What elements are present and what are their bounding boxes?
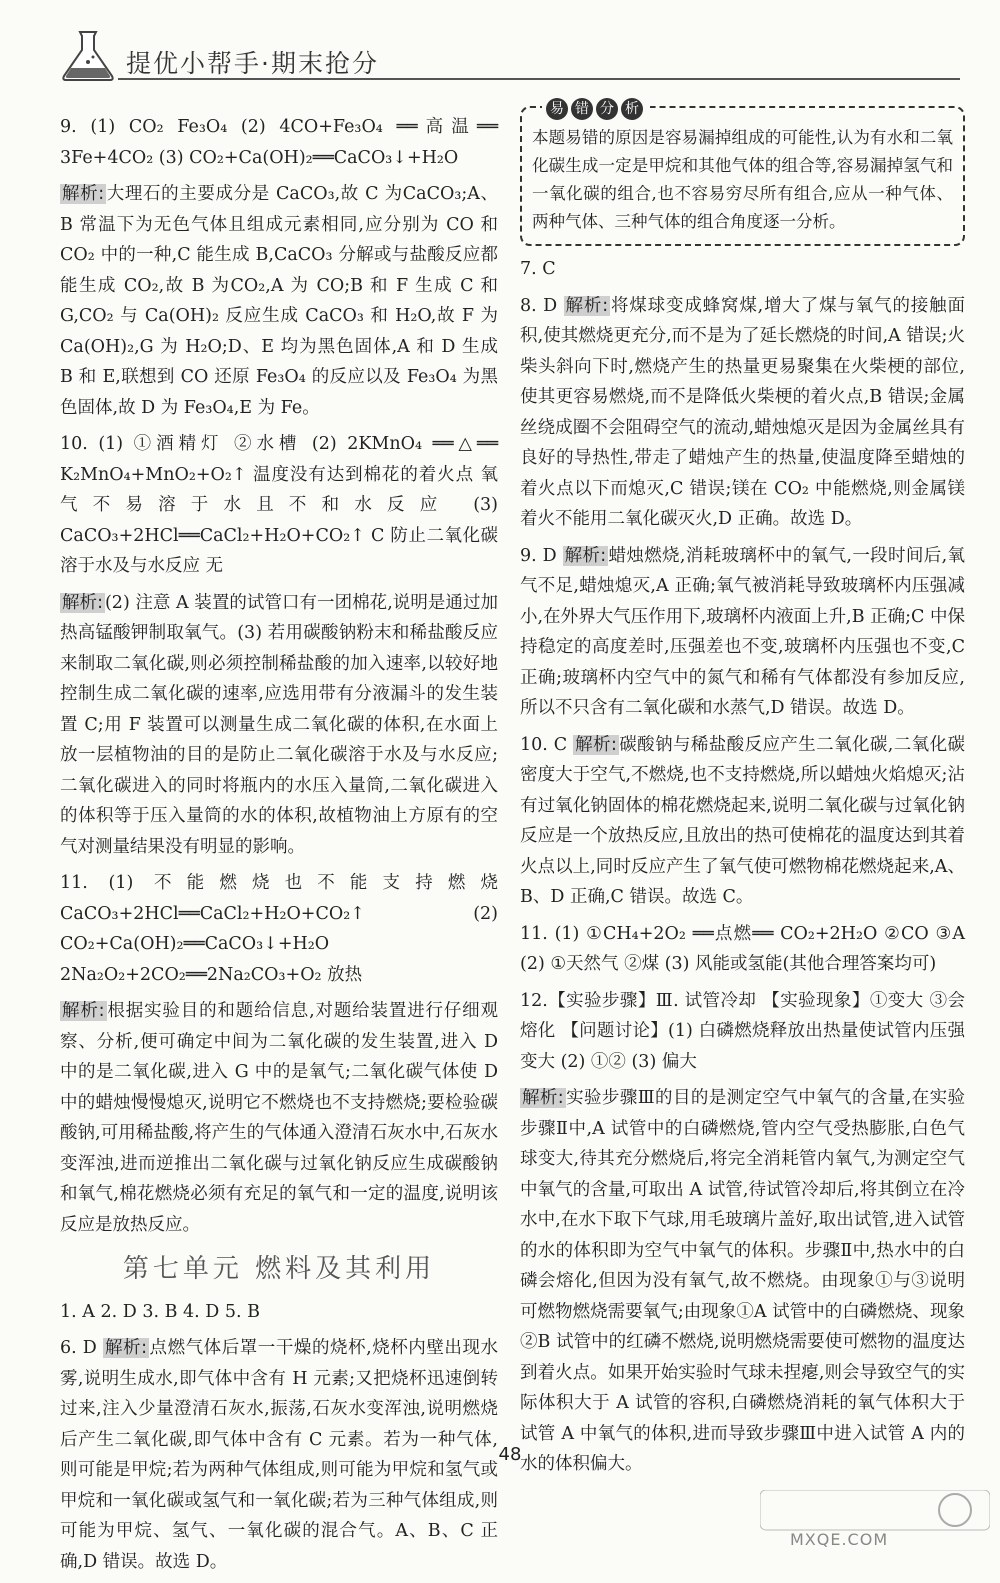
analysis-label: 解析:	[565, 295, 609, 316]
answer-9: 9. (1) CO₂ Fe₃O₄ (2) 4CO+Fe₃O₄ ══高温══ 3Fe+4CO₂ (3) CO₂+Ca(OH)₂══CaCO₃↓+H₂O	[60, 117, 498, 168]
analysis-label: 解析:	[62, 184, 105, 204]
analysis-9	[60, 179, 498, 423]
analysis-10-right	[520, 730, 965, 913]
answer-12: 12.【实验步骤】Ⅲ. 试管冷却 【实验现象】①变大 ③会熔化 【问题讨论】(1) 白磷燃烧释放出热量使试管内压强变大 (2) ①② (3) 偏大	[520, 990, 965, 1072]
error-analysis-box	[520, 101, 965, 246]
analysis-10	[60, 588, 498, 863]
answer-11-right: 11. (1) ①CH₄+2O₂ ══点燃══ CO₂+2H₂O ②CO ③A (2) ①天然气 ②煤 (3) 风能或氢能(其他合理答案均可)	[520, 923, 965, 974]
book-title: 提优小帮手·期末抢分	[126, 49, 379, 78]
label-char: 分	[596, 98, 618, 120]
analysis-6	[60, 1333, 498, 1577]
error-analysis-text: 本题易错的原因是容易漏掉组成的可能性,认为有水和二氧化碳生成一定是甲烷和其他气体的组合等,容易漏掉氢气和一氧化碳的组合,也不容易穷尽所有组合,应从一种气体、两种气体、三种气体的组合角度逐一分析。	[532, 128, 953, 231]
analysis-text: 点燃气体后罩一干燥的烧杯,烧杯内壁出现水雾,说明生成水,即气体中含有 H 元素;又把烧杯迅速倒转过来,注入少量澄清石灰水,振荡,石灰水变浑浊,说明燃烧后产生二氧化碳,即气体中含有 C 元素。若为一种气体,则可能是甲烷;若为两种气体组成,则可能为甲烷和氢气或甲烷和一氧化碳或氢气和一氧化碳;若为三种气体组成,则可能为甲烷、氢气、一氧化碳的混合气。A、B、C 正确,D 错误。故选 D。	[60, 1338, 498, 1572]
answer-10-right: 10. C	[520, 734, 568, 755]
header-rule	[118, 78, 960, 80]
analysis-text: 碳酸钠与稀盐酸反应产生二氧化碳,二氧化碳密度大于空气,不燃烧,也不支持燃烧,所以蜡烛火焰熄灭;沾有过氧化钠固体的棉花燃烧起来,说明二氧化碳与过氧化钠反应是一个放热反应,且放出的热可使棉花的温度达到其着火点以上,同时反应产生了氧气使可燃物棉花燃烧起来,A、B、D 正确,C 错误。故选 C。	[520, 734, 965, 907]
analysis-label: 解析:	[62, 592, 103, 613]
analysis-text: 蜡烛燃烧,消耗玻璃杯中的氧气,一段时间后,氧气不足,蜡烛熄灭,A 正确;氧气被消耗导致玻璃杯内压强减小,在外界大气压作用下,玻璃杯内液面上升,B 正确;C 中保持稳定的高度差时,压强差也不变,玻璃杯内压强也不变,C 正确;玻璃杯内空气中的氮气和稀有气体都没有参加反应,所以不只含有二氧化碳和水蒸气,D 错误。故选 D。	[520, 545, 965, 718]
analysis-label: 解析:	[62, 1001, 105, 1021]
label-char: 错	[571, 98, 593, 120]
answer-7: 7. C	[520, 259, 556, 279]
analysis-text: (2) 注意 A 装置的试管口有一团棉花,说明是通过加热高锰酸钾制取氧气。(3) 若用碳酸钠粉末和稀盐酸反应来制取二氧化碳,则必须控制稀盐酸的加入速率,以较好地控制生成二氧化碳的速率,应选用带有分液漏斗的发生装置 C;用 F 装置可以测量生成二氧化碳的体积,在水面上放一层植物油的目的是防止二氧化碳溶于水及与水反应;二氧化碳进入的同时将瓶内的水压入量筒,二氧化碳进入的体积等于压入量筒的水的体积,故植物油上方原有的空气对测量结果没有明显的影响。	[60, 592, 498, 857]
analysis-12	[520, 1083, 965, 1480]
flask-icon	[60, 30, 116, 82]
analysis-label: 解析:	[104, 1338, 147, 1358]
answer-8: 8. D	[520, 295, 558, 316]
label-char: 析	[621, 98, 643, 120]
answer-10: 10. (1) ①酒精灯 ②水槽 (2) 2KMnO₄ ══△══ K₂MnO₄+MnO₂+O₂↑ 温度没有达到棉花的着火点 氧气不易溶于水且不和水反应 (3) CaCO₃+2HCl══CaCl₂+H₂O+CO₂↑ C 防止二氧化碳溶于水及与水反应 无	[60, 434, 498, 576]
page-number: 48	[498, 1444, 522, 1465]
multiple-choice-answers: 1. A 2. D 3. B 4. D 5. B	[60, 1301, 260, 1322]
label-char: 易	[546, 98, 568, 120]
analysis-label: 解析:	[575, 734, 617, 755]
answer-9-right: 9. D	[520, 545, 557, 566]
watermark-text: MXQE.COM	[790, 1530, 889, 1549]
error-analysis-label	[542, 94, 650, 122]
unit-title: 第七单元 燃料及其利用	[122, 1254, 436, 1284]
right-column	[520, 96, 965, 1486]
analysis-11	[60, 996, 498, 1240]
analysis-8	[520, 291, 965, 535]
analysis-text: 将煤球变成蜂窝煤,增大了煤与氧气的接触面积,使其燃烧更充分,而不是为了延长燃烧的时间,A 错误;火柴头斜向下时,燃烧产生的热量更易聚集在火柴梗的部位,使其更容易燃烧,而不是降低火柴梗的着火点,B 错误;金属丝绕成圈不会阻碍空气的流动,蜡烛熄灭是因为金属丝具有良好的导热性,带走了蜡烛产生的热量,使温度降至蜡烛的着火点以下而熄灭,C 错误;镁在 CO₂ 中能燃烧,则金属镁着火不能用二氧化碳灭火,D 正确。故选 D。	[520, 295, 965, 529]
analysis-label: 解析:	[522, 1088, 564, 1108]
analysis-9-right	[520, 541, 965, 724]
analysis-text: 根据实验目的和题给信息,对题给装置进行仔细观察、分析,便可确定中间为二氧化碳的发生装置,进入 D 中的是二氧化碳,进入 G 中的是氧气;二氧化碳气体使 D 中的蜡烛慢慢熄灭,说明它不燃烧也不支持燃烧;要检验碳酸钠,可用稀盐酸,将产生的气体通入澄清石灰水中,石灰水变浑浊,进而逆推出二氧化碳与过氧化钠反应生成碳酸钠和氧气,棉花燃烧必须有充足的氧气和一定的温度,说明该反应是放热反应。	[60, 1001, 499, 1235]
page-header	[60, 30, 960, 86]
analysis-text: 实验步骤Ⅲ的目的是测定空气中氧气的含量,在实验步骤Ⅱ中,A 试管中的白磷燃烧,管内空气受热膨胀,白色气球变大,待其充分燃烧后,将完全消耗管内氧气,为测定空气中氧气的含量,可取出 A 试管,待试管冷却后,将其倒立在冷水中,在水下取下气球,用毛玻璃片盖好,取出试管,进入试管的水的体积即为空气中氧气的体积。步骤Ⅱ中,热水中的白磷会熔化,但因为没有氧气,故不燃烧。由现象①与③说明可燃物燃烧需要氧气;由现象①A 试管中的白磷燃烧、现象②B 试管中的红磷不燃烧,说明燃烧需要使可燃物的温度达到着火点。如果开始实验时气球未捏瘪,则会导致空气的实际体积大于 A 试管的容积,白磷燃烧消耗的氧气体积大于试管 A 中氧气的体积,进而导致步骤Ⅲ中进入试管 A 内的水的体积偏大。	[520, 1088, 965, 1474]
analysis-text: 大理石的主要成分是 CaCO₃,故 C 为CaCO₃;A、B 常温下为无色气体且组成元素相同,应分别为 CO 和 CO₂ 中的一种,C 能生成 B,CaCO₃ 分解或与盐酸反应都能生成 CO₂,故 B 为CO₂,A 为 CO;B 和 F 生成 C 和 G,CO₂ 与 Ca(OH)₂ 反应生成 CaCO₃ 和 H₂O,故 F 为 Ca(OH)₂,G 为 H₂O;D、E 均为黑色固体,A 和 D 生成 B 和 E,联想到 CO 还原 Fe₃O₄ 的反应以及 Fe₃O₄ 为黑色固体,故 D 为 Fe₃O₄,E 为 Fe。	[60, 184, 498, 418]
answer-6: 6. D	[60, 1338, 97, 1358]
answer-11: 11. (1) 不能燃烧也不能支持燃烧 CaCO₃+2HCl══CaCl₂+H₂O+CO₂↑ (2) CO₂+Ca(OH)₂══CaCO₃↓+H₂O 2Na₂O₂+2CO₂══2Na₂CO₃+O₂ 放热	[60, 873, 498, 985]
analysis-label: 解析:	[564, 545, 607, 566]
left-column	[60, 112, 498, 1583]
